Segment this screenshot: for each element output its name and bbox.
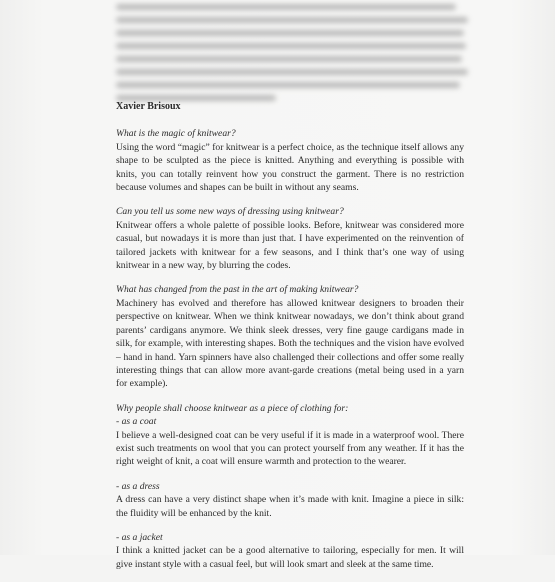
qa-section-3 <box>116 283 464 390</box>
author-name: Xavier Brisoux <box>116 101 181 112</box>
blurred-previous-text <box>116 0 472 108</box>
sub-label: - as a jacket <box>116 531 163 543</box>
question: What is the magic of knitwear? <box>116 128 236 140</box>
answer: I believe a well-designed coat can be very useful if it is made in a waterproof wool. There exist such treatments on wool that you can protect yourself from any weather. If it has the right weight of knit, a coat will ensure warmth and protection to the wearer. <box>116 429 464 468</box>
question: What has changed from the past in the art of making knitwear? <box>116 284 359 296</box>
qa-section-1 <box>116 127 464 194</box>
answer: Machinery has evolved and therefore has allowed knitwear designers to broaden their perspective on knitwear. When we think knitwear nowadays, we don’t think about grand parents’ cardigans anymore. We think sleek dresses, very fine gauge cardigans made in silk, for example, with interesting shapes. Both the techniques and the vision have evolved – hand in hand. Yarn spinners have also challenged their collections and offer some really interesting things that can allow more avant-garde creations (metal being used in a yarn for example). <box>116 297 464 390</box>
answer: Using the word “magic” for knitwear is a perfect choice, as the technique itself allows any shape to be sculpted as the piece is knitted. Anything and everything is possible with knits, you can totally reinvent how you construct the garment. There is no restriction because volumes and shapes can be built in without any seams. <box>116 141 464 194</box>
why-dress <box>116 480 464 520</box>
sub-label: - as a dress <box>116 480 160 492</box>
why-section <box>116 402 464 469</box>
answer: Knitwear offers a whole palette of possible looks. Before, knitwear was considered more casual, but nowadays it is more than just that. I have experimented on the reinvention of tailored jackets with knitwear for a few seasons, and I think that’s one way of using knitwear in a new way, by blurring the codes. <box>116 219 464 272</box>
interview-content <box>116 100 464 582</box>
answer: I think a knitted jacket can be a good alternative to tailoring, especially for men. It will give instant style with a casual feel, but will look smart and sleek at the same time. <box>116 545 464 570</box>
why-jacket <box>116 531 464 571</box>
question: Can you tell us some new ways of dressing using knitwear? <box>116 206 344 218</box>
question: Why people shall choose knitwear as a piece of clothing for: <box>116 402 349 414</box>
sub-label: - as a coat <box>116 416 157 428</box>
qa-section-2 <box>116 205 464 272</box>
answer: A dress can have a very distinct shape when it’s made with knit. Imagine a piece in silk: the fluidity will be enhanced by the knit. <box>116 494 464 519</box>
